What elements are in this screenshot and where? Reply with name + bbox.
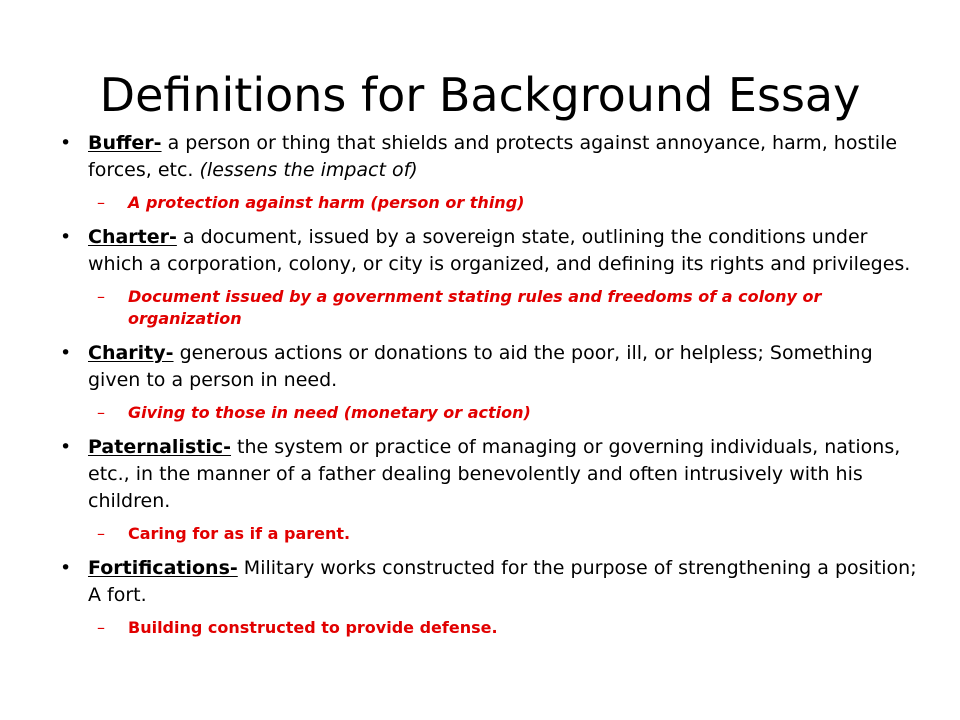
term-label: Fortifications-: [88, 557, 238, 579]
dash-icon: –: [97, 287, 105, 306]
list-item: [0, 224, 960, 330]
term-definition: a person or thing that shields and protects against annoyance, harm, hostile forces, etc.: [88, 132, 898, 181]
simple-definition: [97, 286, 908, 330]
simple-definition-text: A protection against harm (person or thing): [128, 193, 525, 212]
simple-definition-text: Caring for as if a parent.: [128, 524, 351, 543]
bullet-icon: •: [60, 226, 72, 248]
list-item: [0, 434, 960, 545]
definition-list: [0, 130, 960, 639]
definition-text: [60, 224, 918, 278]
term-label: Charity-: [88, 342, 174, 364]
term-definition: Military works constructed for the purpose of strengthening a position; A fort.: [88, 557, 917, 606]
page-title: Definitions for Background Essay: [99, 68, 861, 122]
definition-text: [60, 434, 918, 515]
term-definition: generous actions or donations to aid the poor, ill, or helpless; Something given to a person in need.: [88, 342, 873, 391]
bullet-icon: •: [60, 557, 72, 579]
term-definition: the system or practice of managing or governing individuals, nations, etc., in the manner of a father dealing benevolently and often intrusively with his children.: [88, 436, 901, 512]
definition-text: [60, 130, 918, 184]
term-label: Buffer-: [88, 132, 162, 154]
dash-icon: –: [97, 193, 105, 212]
dash-icon: –: [97, 403, 105, 422]
dash-icon: –: [97, 618, 105, 637]
simple-definition-text: Giving to those in need (monetary or action): [128, 403, 531, 422]
definition-text: [60, 340, 918, 394]
simple-definition: [97, 192, 908, 214]
simple-definition: [97, 523, 908, 545]
definition-text: [60, 555, 918, 609]
simple-definition-text: Building constructed to provide defense.: [128, 618, 498, 637]
bullet-icon: •: [60, 342, 72, 364]
list-item: [0, 130, 960, 214]
simple-definition: [97, 617, 908, 639]
simple-definition-text: Document issued by a government stating rules and freedoms of a colony or organization: [128, 287, 822, 328]
list-item: [0, 340, 960, 424]
bullet-icon: •: [60, 132, 72, 154]
term-note: (lessens the impact of): [199, 159, 418, 181]
term-definition: a document, issued by a sovereign state, outlining the conditions under which a corporation, colony, or city is organized, and defining its rights and privileges.: [88, 226, 911, 275]
list-item: [0, 555, 960, 639]
bullet-icon: •: [60, 436, 72, 458]
simple-definition: [97, 402, 908, 424]
dash-icon: –: [97, 524, 105, 543]
term-label: Paternalistic-: [88, 436, 232, 458]
term-label: Charter-: [88, 226, 177, 248]
